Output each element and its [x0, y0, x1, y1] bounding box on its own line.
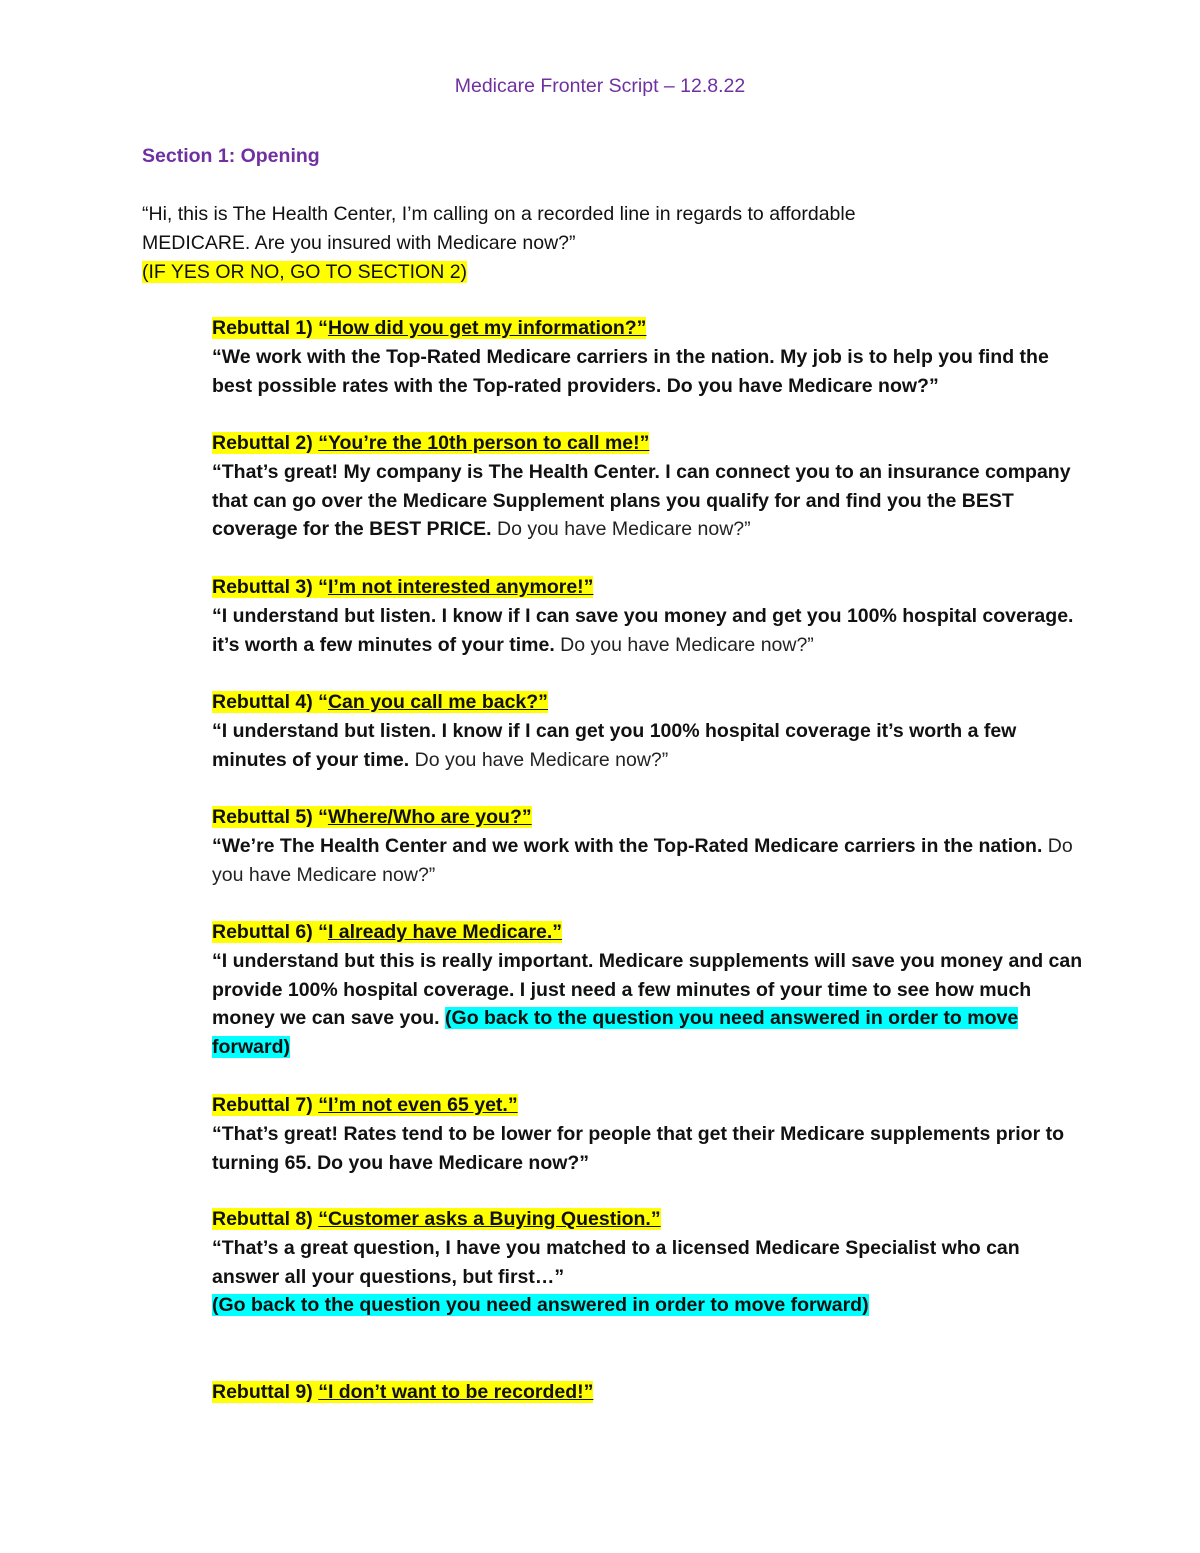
rebuttal-block — [212, 1205, 1092, 1320]
rebuttal-heading — [212, 576, 593, 598]
rebuttal-label: Rebuttal 1) “ — [212, 317, 328, 339]
rebuttal-response: “That’s a great question, I have you matched to a licensed Medicare Specialist who can answer all your questions, but first…” — [212, 1236, 1020, 1288]
rebuttal-response-tail: Do you have Medicare now?” — [491, 518, 751, 541]
rebuttal-response-tail: Do you have Medicare now?” — [409, 748, 669, 771]
rebuttal-label: Rebuttal 3) “ — [212, 576, 328, 598]
rebuttal-response: “I understand but listen. I know if I can save you money and get you 100% hospital coverage. it’s worth a few minutes of your time. — [212, 604, 1074, 656]
rebuttal-response: “That’s great! Rates tend to be lower for people that get their Medicare supplements prior to turning 65. Do you have Medicare now?” — [212, 1122, 1064, 1174]
rebuttal-response: “That’s great! My company is The Health Center. I can connect you to an insurance company that can go over the Medicare Supplement plans you qualify for and find you the BEST coverage for the BEST PRICE. — [212, 460, 1071, 541]
rebuttal-block — [212, 918, 1092, 1062]
rebuttal-block — [212, 1378, 1092, 1407]
rebuttal-heading — [212, 1381, 593, 1403]
opening-block — [142, 200, 1102, 286]
rebuttal-prompt: How did you get my information?” — [327, 317, 647, 339]
rebuttal-response-tail: Do you have Medicare now?” — [212, 834, 1073, 886]
rebuttal-prompt: “You’re the 10th person to call me!” — [318, 432, 650, 454]
rebuttal-prompt: “I don’t want to be recorded!” — [318, 1381, 594, 1403]
rebuttal-block — [212, 314, 1092, 400]
rebuttal-block — [212, 573, 1092, 659]
rebuttal-heading — [212, 691, 548, 713]
rebuttal-label: Rebuttal 4) “ — [212, 691, 328, 713]
rebuttal-label: Rebuttal 8) — [212, 1208, 319, 1230]
rebuttal-heading — [212, 432, 649, 454]
rebuttal-block — [212, 1091, 1092, 1177]
opening-line: MEDICARE. Are you insured with Medicare now?” — [142, 231, 576, 254]
rebuttal-label: Rebuttal 6) “ — [212, 921, 328, 943]
rebuttal-block — [212, 688, 1092, 774]
rebuttal-label: Rebuttal 5) “ — [212, 806, 328, 828]
rebuttal-response: “I understand but this is really important. Medicare supplements will save you money and can provide 100% hospital coverage. I just need a few minutes of your time to see how much money we can save you. — [212, 949, 1083, 1030]
rebuttal-label: Rebuttal 7) — [212, 1094, 319, 1116]
rebuttal-label: Rebuttal 2) — [212, 432, 319, 454]
rebuttal-block — [212, 429, 1092, 544]
rebuttal-heading — [212, 921, 562, 943]
rebuttal-heading — [212, 317, 646, 339]
section-heading: Section 1: Opening — [142, 145, 320, 167]
rebuttal-prompt: I’m not interested anymore!” — [327, 576, 594, 598]
rebuttal-heading — [212, 1208, 661, 1230]
opening-instruction: (IF YES OR NO, GO TO SECTION 2) — [142, 260, 468, 283]
opening-line: “Hi, this is The Health Center, I’m calling on a recorded line in regards to affordable — [142, 203, 856, 225]
rebuttal-label: Rebuttal 9) — [212, 1381, 319, 1403]
rebuttal-response: “I understand but listen. I know if I can get you 100% hospital coverage it’s worth a few minutes of your time. — [212, 719, 1017, 771]
rebuttal-response: “We work with the Top-Rated Medicare carriers in the nation. My job is to help you find the best possible rates with the Top-rated providers. Do you have Medicare now?” — [212, 345, 1049, 397]
document-title: Medicare Fronter Script – 12.8.22 — [454, 75, 746, 97]
rebuttal-response: “We’re The Health Center and we work with the Top-Rated Medicare carriers in the nation. — [212, 834, 1043, 857]
rebuttal-instruction: (Go back to the question you need answered in order to move forward) — [212, 1007, 1019, 1059]
rebuttal-prompt: Where/Who are you?” — [327, 806, 532, 828]
rebuttal-prompt: “I’m not even 65 yet.” — [318, 1094, 518, 1116]
rebuttal-heading — [212, 806, 532, 828]
rebuttal-prompt: “Customer asks a Buying Question.” — [318, 1208, 661, 1230]
rebuttal-heading — [212, 1094, 518, 1116]
rebuttal-block — [212, 803, 1092, 889]
rebuttal-prompt: I already have Medicare.” — [327, 921, 563, 943]
rebuttal-instruction: (Go back to the question you need answered in order to move forward) — [212, 1294, 869, 1317]
rebuttal-prompt: Can you call me back?” — [327, 691, 548, 713]
rebuttal-response-tail: Do you have Medicare now?” — [554, 633, 814, 656]
